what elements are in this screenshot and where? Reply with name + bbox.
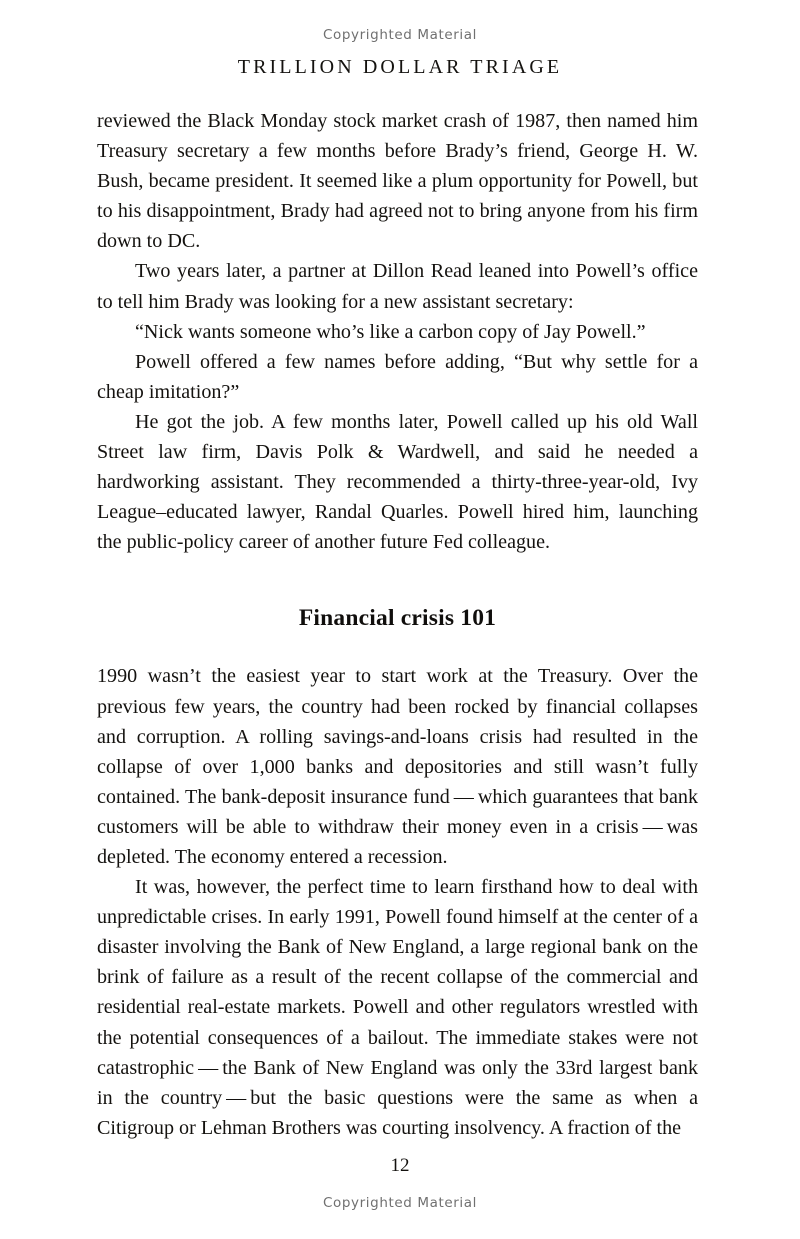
copyright-watermark-bottom: Copyrighted Material <box>323 1195 477 1211</box>
copyright-watermark-top: Copyrighted Material <box>323 27 477 43</box>
paragraph: 1990 wasn’t the easiest year to start work at the Treasury. Over the previous few years, the country had been rocked by financial collapses and corruption. A rolling savings-and-loans crisis had resulted in the collapse of over 1,000 banks and depositories and still wasn’t fully contained. The bank-deposit insurance fund — which guarantees that bank customers will be able to withdraw their money even in a crisis — was depleted. The economy entered a recession. <box>97 665 698 868</box>
paragraph: It was, however, the perfect time to learn firsthand how to deal with unpredictable crises. In early 1991, Powell found himself at the center of a disaster involving the Bank of New England, a large regional bank on the brink of failure as a result of the recent collapse of the commercial and residential real-estate markets. Powell and other regulators wrestled with the potential consequences of a bailout. The immediate stakes were not catastrophic — the Bank of New England was only the 33rd largest bank in the country — but the basic questions were the same as when a Citigroup or Lehman Brothers was courting insolvency. A fraction of the <box>97 876 698 1139</box>
paragraph: reviewed the Black Monday stock market crash of 1987, then named him Treasury secretary a few months before Brady’s friend, George H. W. Bush, became president. It seemed like a plum opportunity for Powell, but to his disappointment, Brady had agreed not to bring anyone from his firm down to DC. <box>97 110 698 253</box>
section-heading: Financial crisis 101 <box>298 605 497 632</box>
spacer-below-heading <box>97 633 698 661</box>
paragraph: Powell offered a few names before adding, “But why settle for a cheap imitation?” <box>97 350 698 403</box>
page-number: 12 <box>390 1155 410 1176</box>
paragraph: Two years later, a partner at Dillon Read leaned into Powell’s office to tell him Brady was looking for a new assistant secretary: <box>97 260 698 313</box>
paragraph: He got the job. A few months later, Powell called up his old Wall Street law firm, Davis Polk & Wardwell, and said he needed a hardworking assistant. They recommended a thirty-three-year-old, Ivy League–educated lawyer, Randal Quarles. Powell hired him, launching the public-policy career of another future Fed colleague. <box>97 410 698 554</box>
spacer-above-heading <box>97 557 698 603</box>
running-head-title: TRILLION DOLLAR TRIAGE <box>237 56 563 78</box>
text-column <box>97 106 698 1143</box>
paragraph: “Nick wants someone who’s like a carbon copy of Jay Powell.” <box>135 320 646 343</box>
